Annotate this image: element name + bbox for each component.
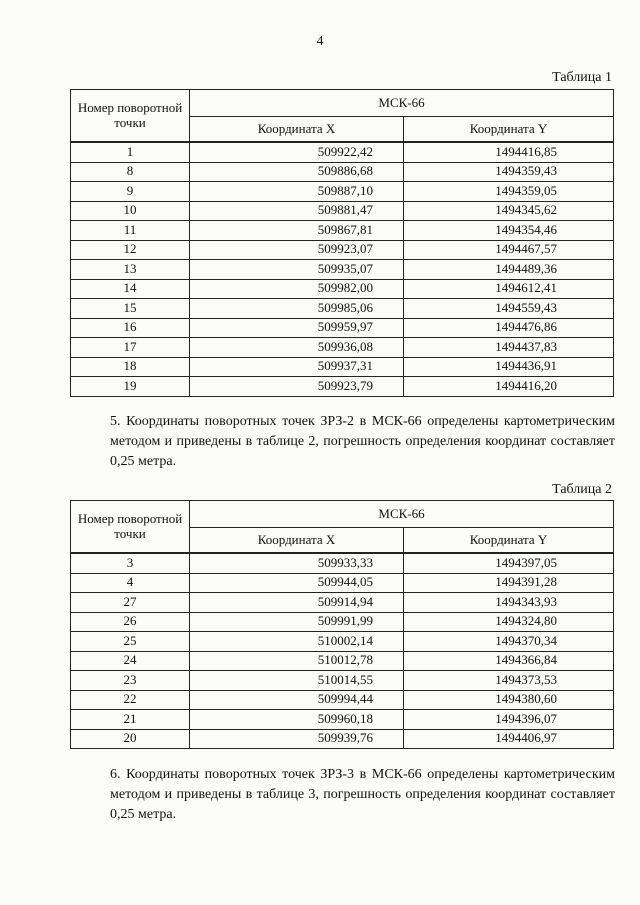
coordinate-y-cell: 1494416,20 xyxy=(404,377,614,397)
coordinate-y-cell: 1494612,41 xyxy=(404,279,614,299)
point-number-cell: 3 xyxy=(71,553,190,573)
coordinate-x-cell: 509936,08 xyxy=(190,338,404,358)
table-row xyxy=(71,651,614,671)
point-number-cell: 23 xyxy=(71,671,190,691)
coordinate-x-cell: 509914,94 xyxy=(190,593,404,613)
coordinate-x-cell: 509933,33 xyxy=(190,553,404,573)
coordinate-x-cell: 509994,44 xyxy=(190,690,404,710)
table-row xyxy=(71,240,614,260)
header-point-number: Номер поворотной точки xyxy=(71,90,190,143)
table-row xyxy=(71,671,614,691)
coordinate-y-cell: 1494366,84 xyxy=(404,651,614,671)
point-number-cell: 14 xyxy=(71,279,190,299)
coordinate-y-cell: 1494437,83 xyxy=(404,338,614,358)
table2 xyxy=(70,500,614,749)
coordinate-y-cell: 1494391,28 xyxy=(404,573,614,593)
coordinate-x-cell: 509991,99 xyxy=(190,612,404,632)
header-coordinate-system: МСК-66 xyxy=(190,90,614,117)
coordinate-y-cell: 1494397,05 xyxy=(404,553,614,573)
paragraph-5-text: 5. Координаты поворотных точек ЗРЗ-2 в МСК-66 определены картометрическим методом и приведены в таблице 2, погрешность определения координат составляет 0,25 метра. xyxy=(110,414,615,469)
coordinate-y-cell: 1494359,05 xyxy=(404,182,614,202)
table-row xyxy=(71,221,614,241)
coordinate-x-cell: 509923,07 xyxy=(190,240,404,260)
coordinate-y-cell: 1494559,43 xyxy=(404,299,614,319)
coordinate-y-cell: 1494359,43 xyxy=(404,162,614,182)
point-number-cell: 21 xyxy=(71,710,190,730)
paragraph-6 xyxy=(70,765,615,825)
point-number-cell: 16 xyxy=(71,318,190,338)
coordinate-y-cell: 1494343,93 xyxy=(404,593,614,613)
table2-caption: Таблица 2 xyxy=(552,482,612,497)
coordinate-x-cell: 509935,07 xyxy=(190,260,404,280)
coordinate-y-cell: 1494373,53 xyxy=(404,671,614,691)
header-coordinate-y: Координата Y xyxy=(404,117,614,143)
coordinate-y-cell: 1494345,62 xyxy=(404,201,614,221)
coordinate-x-cell: 509959,97 xyxy=(190,318,404,338)
point-number-cell: 12 xyxy=(71,240,190,260)
point-number-cell: 13 xyxy=(71,260,190,280)
coordinate-x-cell: 509939,76 xyxy=(190,729,404,749)
coordinate-x-cell: 510014,55 xyxy=(190,671,404,691)
coordinate-y-cell: 1494467,57 xyxy=(404,240,614,260)
point-number-cell: 19 xyxy=(71,377,190,397)
header-coordinate-system: МСК-66 xyxy=(190,501,614,528)
point-number-cell: 24 xyxy=(71,651,190,671)
point-number-cell: 4 xyxy=(71,573,190,593)
coordinate-y-cell: 1494406,97 xyxy=(404,729,614,749)
table-row xyxy=(71,377,614,397)
point-number-cell: 17 xyxy=(71,338,190,358)
coordinate-x-cell: 509985,06 xyxy=(190,299,404,319)
coordinate-x-cell: 509886,68 xyxy=(190,162,404,182)
point-number-cell: 22 xyxy=(71,690,190,710)
paragraph-6-text: 6. Координаты поворотных точек ЗРЗ-3 в МСК-66 определены картометрическим методом и приведены в таблице 3, погрешность определения координат составляет 0,25 метра. xyxy=(110,767,615,822)
table-row xyxy=(71,279,614,299)
table-row xyxy=(71,318,614,338)
table-row xyxy=(71,260,614,280)
coordinate-y-cell: 1494324,80 xyxy=(404,612,614,632)
table-row xyxy=(71,632,614,652)
table-row xyxy=(71,553,614,573)
header-point-number: Номер поворотной точки xyxy=(71,501,190,554)
coordinate-y-cell: 1494396,07 xyxy=(404,710,614,730)
point-number-cell: 11 xyxy=(71,221,190,241)
point-number-cell: 15 xyxy=(71,299,190,319)
point-number-cell: 9 xyxy=(71,182,190,202)
table-row xyxy=(71,729,614,749)
table-row xyxy=(71,690,614,710)
coordinate-x-cell: 509922,42 xyxy=(190,142,404,162)
coordinate-y-cell: 1494370,34 xyxy=(404,632,614,652)
coordinate-x-cell: 509944,05 xyxy=(190,573,404,593)
point-number-cell: 25 xyxy=(71,632,190,652)
table-row xyxy=(71,162,614,182)
coordinate-x-cell: 510012,78 xyxy=(190,651,404,671)
table-row xyxy=(71,612,614,632)
header-coordinate-y: Координата Y xyxy=(404,528,614,554)
table-row xyxy=(71,338,614,358)
table-row xyxy=(71,299,614,319)
coordinate-y-cell: 1494489,36 xyxy=(404,260,614,280)
table1-caption: Таблица 1 xyxy=(552,70,612,85)
coordinate-x-cell: 509867,81 xyxy=(190,221,404,241)
coordinate-y-cell: 1494436,91 xyxy=(404,357,614,377)
table-row xyxy=(71,710,614,730)
coordinate-x-cell: 509887,10 xyxy=(190,182,404,202)
table-row xyxy=(71,573,614,593)
point-number-cell: 8 xyxy=(71,162,190,182)
paragraph-5 xyxy=(70,412,615,472)
coordinate-x-cell: 510002,14 xyxy=(190,632,404,652)
header-coordinate-x: Координата X xyxy=(190,528,404,554)
table-row xyxy=(71,182,614,202)
coordinate-x-cell: 509960,18 xyxy=(190,710,404,730)
coordinate-x-cell: 509923,79 xyxy=(190,377,404,397)
page-number: 4 xyxy=(316,34,324,49)
coordinate-x-cell: 509982,00 xyxy=(190,279,404,299)
table-row xyxy=(71,201,614,221)
coordinate-x-cell: 509881,47 xyxy=(190,201,404,221)
point-number-cell: 1 xyxy=(71,142,190,162)
header-coordinate-x: Координата X xyxy=(190,117,404,143)
coordinate-y-cell: 1494416,85 xyxy=(404,142,614,162)
coordinate-y-cell: 1494354,46 xyxy=(404,221,614,241)
table-row xyxy=(71,593,614,613)
point-number-cell: 26 xyxy=(71,612,190,632)
point-number-cell: 27 xyxy=(71,593,190,613)
point-number-cell: 10 xyxy=(71,201,190,221)
point-number-cell: 18 xyxy=(71,357,190,377)
coordinate-x-cell: 509937,31 xyxy=(190,357,404,377)
table-row xyxy=(71,357,614,377)
point-number-cell: 20 xyxy=(71,729,190,749)
coordinate-y-cell: 1494380,60 xyxy=(404,690,614,710)
table-row xyxy=(71,142,614,162)
coordinate-y-cell: 1494476,86 xyxy=(404,318,614,338)
table1 xyxy=(70,89,614,397)
